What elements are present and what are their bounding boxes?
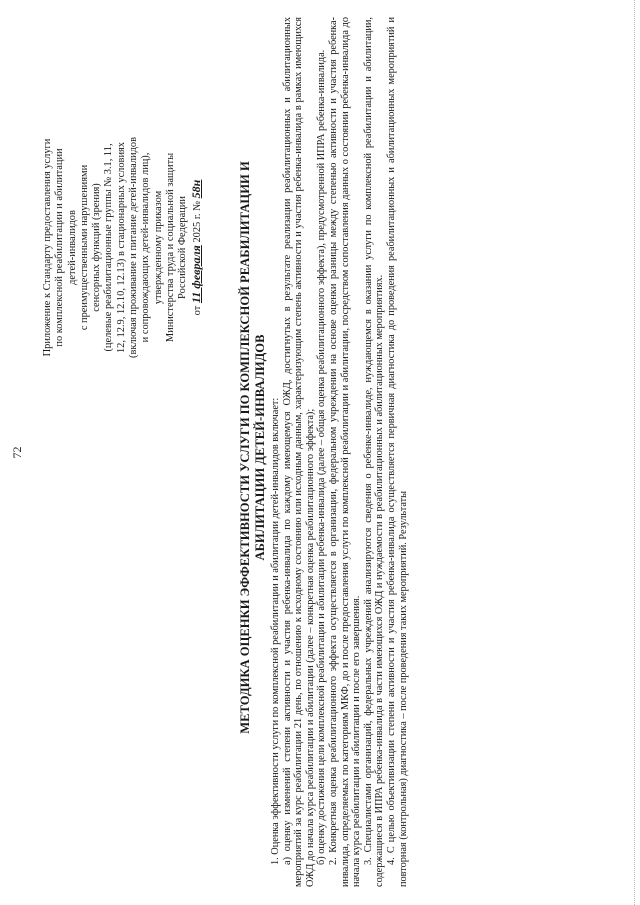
appendix-line: утвержденному приказом — [152, 190, 164, 305]
title-line: АБИЛИТАЦИИ ДЕТЕЙ-ИНВАЛИДОВ — [253, 334, 267, 561]
handwritten-date: 11 февраля — [188, 245, 203, 304]
appendix-line: 12, 12.9, 12.10, 12.13) в стационарных условиях — [115, 141, 127, 354]
handwritten-order-number: 58н — [188, 179, 203, 199]
appendix-line: (включая проживание и питание детей-инвалидов — [128, 137, 140, 359]
appendix-line: Российской Федерации — [177, 196, 189, 299]
appendix-line: с преимущественными нарушениями — [78, 164, 90, 331]
paragraph: 4. С целью объективизации степени активности и участия ребенка-инвалида осуществляется первичная диагностика до проведения реабилитационных и абилитационных мероприятий и повторная (контрольная) диагностика – после проведения таких мероприятий. Результаты — [385, 17, 409, 887]
document-title — [238, 10, 268, 885]
appendix-line: Министерства труда и социальной защиты — [164, 152, 176, 343]
order-year: 2025 г. № — [191, 200, 203, 243]
appendix-line: сенсорных функций (зрения) — [91, 183, 103, 312]
order-prefix: от — [191, 305, 203, 316]
paragraph: 3. Специалистами организаций, федеральных учреждений анализируются сведения о ребенке-инвалиде, нуждающемся в оказании услуги по комплексной реабилитации и абилитации, содержащиеся в ИПРА ребенка-инвалида в части имеющихся ОЖД и нуждаемости в реабилитационных и абилитационных мероприятиях. — [362, 17, 386, 887]
page-number: 72 — [10, 446, 24, 459]
paragraph: б) оценку достижения цели комплексной реабилитации и абилитации ребенка-инвалида (далее – общая оценка реабилитационного эффекта), предусмотренной ИПРА ребенка-инвалида. — [316, 49, 328, 865]
appendix-line: детей-инвалидов — [66, 210, 78, 285]
appendix-line: Приложение к Стандарту предоставления услуги — [42, 138, 53, 357]
order-date-line — [190, 80, 204, 415]
appendix-line: и сопровождающих детей-инвалидов лиц), — [140, 152, 152, 343]
document-body — [270, 17, 409, 887]
title-line: МЕТОДИКА ОЦЕНКИ ЭФФЕКТИВНОСТИ УСЛУГИ ПО КОМПЛЕКСНОЙ РЕАБИЛИТАЦИИ И — [238, 161, 252, 734]
page-edge-divider — [634, 0, 636, 905]
paragraph: а) оценку изменений степени активности и участия ребенка-инвалида по каждому имеющемуся ОЖД, достигнутых в результате реализации реабилитационных и абилитационных мероприятий за курс реабилитации 21 день, по отношению к исходному состоянию или исходным данным, характеризующим степень активности и участия ребенка-инвалида в рамках имеющихся ОЖД до начала курса реабилитации и абилитации (далее – конкретная оценка реабилитационного эффекта); — [281, 17, 316, 887]
appendix-header — [42, 80, 204, 415]
appendix-line: по комплексной реабилитации и абилитации — [54, 148, 66, 347]
paragraph: 1. Оценка эффективности услуги по комплексной реабилитации и абилитации детей-инвалидов включает: — [270, 397, 281, 865]
paragraph: 2. Конкретная оценка реабилитационного эффекта осуществляется в организации, федеральном учреждении на основе оценки разницы между степенью активности и участия ребенка-инвалида, определяемых по категориям МКФ, до и после предоставления услуги по комплексной реабилитации и абилитации, посредством сопоставления данных о состоянии ребенка-инвалида до начала курса реабилитации и абилитации и после его завершения. — [327, 17, 363, 887]
appendix-line: (целевые реабилитационные группы № 3.1, 11, — [103, 143, 115, 352]
